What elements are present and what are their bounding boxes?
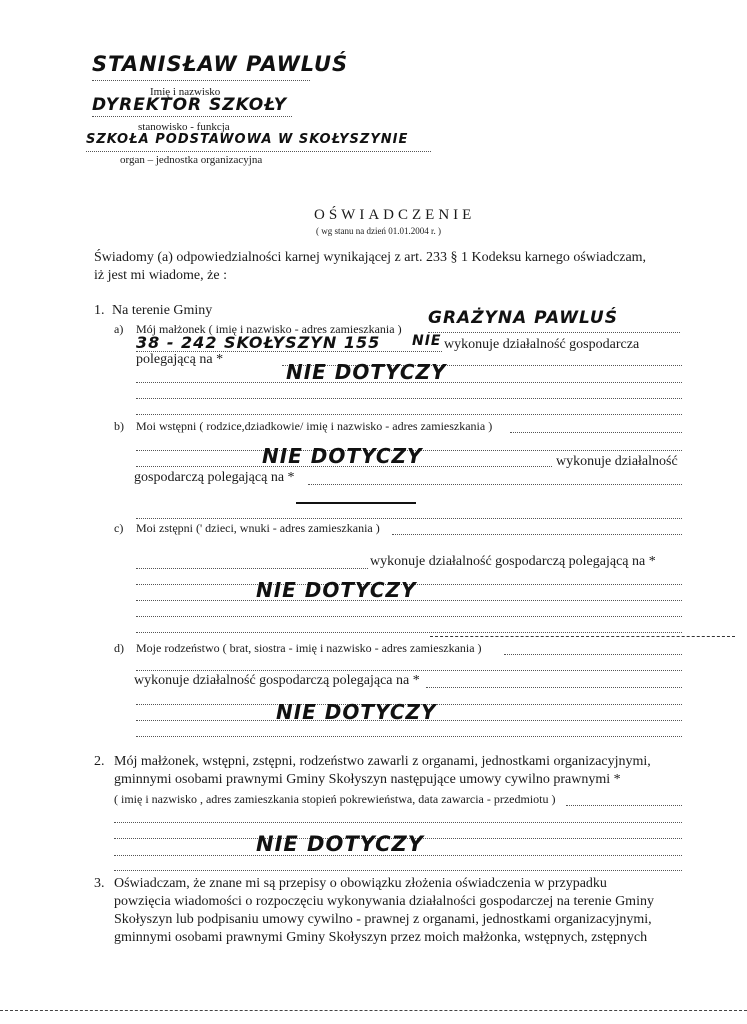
name-dotted-line (92, 80, 310, 81)
scan-edge-line (0, 1010, 747, 1011)
item-c-line-6 (136, 632, 682, 633)
item-d-line-2 (136, 670, 682, 671)
item-d-label: d) (114, 641, 124, 655)
item-c-line-5 (136, 616, 682, 617)
item-d-line-3 (426, 687, 682, 688)
item-c-line-2 (136, 568, 368, 569)
item-d-line-1 (504, 654, 682, 655)
item-a-prompt: Mój małżonek ( imię i nazwisko - adres zamieszkania ) (136, 322, 402, 336)
section2-line-d (114, 855, 682, 856)
item-a-hw-name: GRAŻYNA PAWLUŚ (428, 308, 618, 328)
item-b-line-1 (510, 432, 682, 433)
item-a-line-1 (428, 332, 680, 333)
section1-number: 1. (94, 303, 105, 318)
item-b-prompt: Moi wstępni ( rodzice,dziadkowie/ imię i nazwisko - adres zamieszkania ) (136, 419, 493, 433)
item-a-text-line2: polegającą na * (136, 352, 224, 367)
item-b-line-4 (308, 484, 682, 485)
intro-line-1: Świadomy (a) odpowiedzialności karnej wynikającej z art. 233 § 1 Kodeksu karnego oświadczam, (94, 250, 647, 265)
item-a-line-6 (136, 414, 682, 415)
item-d-text-line2: wykonuje działalność gospodarczą polegająca na * (134, 673, 420, 688)
item-c-label: c) (114, 521, 124, 535)
section1-heading: Na terenie Gminy (112, 303, 213, 318)
section2-line-3: ( imię i nazwisko , adres zamieszkania stopień pokrewieństwa, data zawarcia - przedmiotu ) (114, 792, 556, 806)
item-a-text-cont: wykonuje działalność gospodarcza (444, 337, 640, 352)
item-b-line-5 (136, 518, 682, 519)
section2-line-1: Mój małżonek, wstępni, zstępni, rodzeństwo zawarli z organami, jednostkami organizacyjnymi, (114, 754, 651, 769)
position-dotted-line (92, 116, 292, 117)
item-a-hw-answer: NIE DOTYCZY (286, 360, 447, 384)
item-a-line-4 (136, 382, 682, 383)
item-a-label: a) (114, 322, 124, 336)
item-a-hw-address: 38 - 242 SKOŁYSZYN 155 (136, 333, 381, 352)
item-d-hw-answer: NIE DOTYCZY (276, 700, 437, 724)
section2-hw-answer: NIE DOTYCZY (256, 832, 424, 856)
name-handwritten: STANISŁAW PAWLUŚ (92, 52, 349, 76)
position-caption: stanowisko - funkcja (138, 121, 230, 133)
intro-line-2: iż jest mi wiadome, że : (94, 268, 227, 283)
item-c-hw-answer: NIE DOTYCZY (256, 578, 417, 602)
item-c-prompt: Moi zstępni (' dzieci, wnuki - adres zamieszkania ) (136, 521, 380, 535)
section3-line-1: Oświadczam, że znane mi są przepisy o obowiązku złożenia oświadczenia w przypadku (114, 876, 607, 891)
organ-dotted-line (86, 151, 431, 152)
page-subtitle: ( wg stanu na dzień 01.01.2004 r. ) (316, 226, 441, 236)
section3-line-2: powzięcia wiadomości o rozpoczęciu wykonywania działalności gospodarczej na terenie Gminy (114, 894, 654, 909)
item-b-hw-answer: NIE DOTYCZY (262, 444, 423, 468)
section2-line-a (566, 805, 682, 806)
section2-line-e (114, 870, 682, 871)
item-b-line-3 (136, 466, 552, 467)
item-d-prompt: Moje rodzeństwo ( brat, siostra - imię i nazwisko - adres zamieszkania ) (136, 641, 482, 655)
item-a-line-5 (136, 398, 682, 399)
section3-number: 3. (94, 876, 105, 891)
section2-line-b (114, 822, 682, 823)
section3-line-3: Skołyszyn lub podpisaniu umowy cywilno - prawnej z organami, jednostkami organizacyjnymi, (114, 912, 652, 927)
item-c-line-4 (136, 600, 682, 601)
item-b-text-cont: wykonuje działalność (556, 454, 678, 469)
item-a-hw-nie: NIE (412, 333, 442, 349)
organ-handwritten: SZKOŁA PODSTAWOWA W SKOŁYSZYNIE (86, 132, 409, 147)
item-c-line-1 (392, 534, 682, 535)
section3-line-4: gminnymi osobami prawnymi Gminy Skołyszyn przez moich małżonka, wstępnych, zstępnych (114, 930, 648, 945)
item-d-line-6 (136, 736, 682, 737)
item-b-stroke (296, 502, 416, 504)
position-handwritten: DYREKTOR SZKOŁY (92, 95, 288, 115)
item-b-label: b) (114, 419, 124, 433)
section2-line-2: gminnymi osobami prawnymi Gminy Skołyszyn następujące umowy cywilno prawnymi * (114, 772, 621, 787)
organ-caption: organ – jednostka organizacyjna (120, 154, 263, 166)
item-b-text-line2: gospodarczą polegającą na * (134, 470, 295, 485)
name-caption: Imię i nazwisko (150, 86, 221, 98)
item-c-dash-mark (430, 636, 735, 637)
item-d-line-5 (136, 720, 682, 721)
page-title: OŚWIADCZENIE (314, 207, 476, 223)
section2-number: 2. (94, 754, 105, 769)
item-c-text-cont: wykonuje działalność gospodarczą polegającą na * (370, 554, 656, 569)
